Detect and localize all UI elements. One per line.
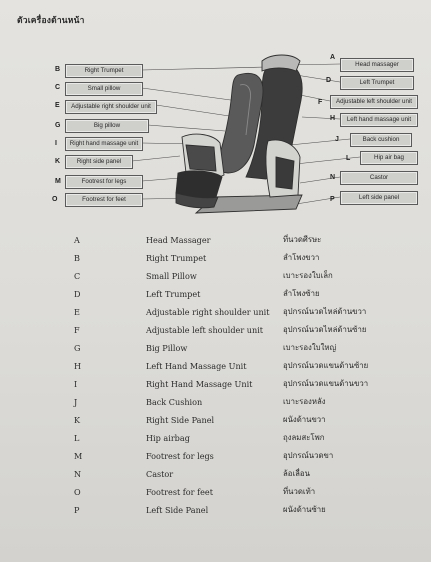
part-english: Right Side Panel	[146, 415, 215, 425]
table-row	[0, 288, 431, 306]
table-row	[0, 396, 431, 414]
chair-diagram	[0, 45, 431, 215]
part-english: Left Side Panel	[146, 505, 209, 515]
table-row	[0, 450, 431, 468]
callout-letter: P	[330, 196, 335, 203]
part-thai: อุปกรณ์นวดแขนด้านซ้าย	[283, 361, 369, 370]
part-letter: N	[74, 469, 82, 479]
page-heading: ตัวเครื่องด้านหน้า	[17, 16, 85, 26]
table-row	[0, 432, 431, 450]
part-thai: ลำโพงขวา	[283, 253, 320, 262]
callout-left-side-panel: Left side panel	[340, 191, 418, 205]
callout-letter: N	[330, 174, 336, 181]
callout-letter: E	[55, 102, 60, 109]
callout-letter: A	[330, 54, 336, 61]
part-english: Back Cushion	[146, 397, 203, 407]
part-english: Hip airbag	[146, 433, 190, 443]
part-thai: อุปกรณ์นวดไหล่ด้านขวา	[283, 307, 367, 316]
part-english: Adjustable left shoulder unit	[146, 325, 264, 335]
part-thai: ที่นวดเท้า	[283, 487, 316, 496]
part-english: Small Pillow	[146, 271, 197, 281]
chair-outline	[176, 55, 302, 213]
part-english: Big Pillow	[146, 343, 188, 353]
callout-letter: L	[346, 155, 351, 162]
part-letter: J	[74, 397, 78, 407]
part-thai: ผนังด้านขวา	[283, 415, 326, 424]
table-row	[0, 252, 431, 270]
callout-big-pillow: Big pillow	[65, 119, 149, 133]
callout-letter: K	[55, 158, 61, 165]
callout-left-trumpet: Left Trumpet	[340, 76, 414, 90]
part-english: Adjustable right shoulder unit	[146, 307, 270, 317]
part-thai: เบาะรองใบใหญ่	[283, 343, 337, 352]
table-row	[0, 234, 431, 252]
part-letter: K	[74, 415, 81, 425]
callout-letter: M	[55, 178, 61, 185]
part-thai: อุปกรณ์นวดไหล่ด้านซ้าย	[283, 325, 367, 334]
part-letter: H	[74, 361, 82, 371]
callout-left-hand-massage: Left hand massage unit	[340, 113, 418, 127]
callout-right-hand-massage: Right hand massage unit	[65, 137, 143, 151]
part-letter: F	[74, 325, 80, 335]
table-row	[0, 504, 431, 522]
part-english: Left Trumpet	[146, 289, 201, 299]
callout-letter: F	[318, 99, 323, 106]
part-english: Left Hand Massage Unit	[146, 361, 247, 371]
table-row	[0, 342, 431, 360]
part-letter: D	[74, 289, 81, 299]
part-english: Right Trumpet	[146, 253, 207, 263]
part-thai: ผนังด้านซ้าย	[283, 505, 326, 514]
part-letter: O	[74, 487, 81, 497]
callout-head-massager: Head massager	[340, 58, 414, 72]
part-english: Footrest for feet	[146, 487, 213, 497]
part-thai: เบาะรองหลัง	[283, 397, 326, 406]
callout-right-trumpet: Right Trumpet	[65, 64, 143, 78]
part-letter: G	[74, 343, 81, 353]
part-letter: P	[74, 505, 80, 515]
part-letter: M	[74, 451, 83, 461]
callout-letter: C	[55, 84, 61, 91]
part-letter: I	[74, 379, 78, 389]
callout-footrest-legs: Footrest for legs	[65, 175, 143, 189]
callout-letter: I	[55, 140, 57, 147]
part-thai: ลำโพงซ้าย	[283, 289, 320, 298]
table-row	[0, 468, 431, 486]
table-row	[0, 378, 431, 396]
part-thai: อุปกรณ์นวดขา	[283, 451, 334, 460]
callout-adjustable-left-shoulder: Adjustable left shoulder unit	[330, 95, 418, 109]
part-english: Footrest for legs	[146, 451, 214, 461]
callout-right-side-panel: Right side panel	[65, 155, 133, 169]
part-thai: อุปกรณ์นวดแขนด้านขวา	[283, 379, 369, 388]
part-english: Head Massager	[146, 235, 211, 245]
callout-hip-air-bag: Hip air bag	[360, 151, 418, 165]
part-letter: E	[74, 307, 80, 317]
callout-letter: H	[330, 115, 336, 122]
part-letter: C	[74, 271, 81, 281]
table-row	[0, 270, 431, 288]
callout-letter: B	[55, 66, 61, 73]
part-english: Castor	[146, 469, 174, 479]
table-row	[0, 360, 431, 378]
part-letter: L	[74, 433, 80, 443]
callout-adjustable-right-shoulder: Adjustable right shoulder unit	[65, 100, 157, 114]
callout-back-cushion: Back cushion	[350, 133, 412, 147]
part-thai: ถุงลมสะโพก	[283, 433, 325, 442]
part-thai: ล้อเลื่อน	[283, 469, 310, 478]
callout-castor: Castor	[340, 171, 418, 185]
callout-letter: J	[335, 136, 339, 143]
table-row	[0, 324, 431, 342]
part-thai: ที่นวดศีรษะ	[283, 235, 322, 244]
table-row	[0, 414, 431, 432]
callout-letter: G	[55, 122, 61, 129]
callout-letter: O	[52, 196, 58, 203]
callout-footrest-feet: Footrest for feet	[65, 193, 143, 207]
callout-small-pillow: Small pillow	[65, 82, 143, 96]
part-letter: B	[74, 253, 80, 263]
part-english: Right Hand Massage Unit	[146, 379, 253, 389]
part-thai: เบาะรองใบเล็ก	[283, 271, 333, 280]
table-row	[0, 486, 431, 504]
table-row	[0, 306, 431, 324]
part-letter: A	[74, 235, 80, 245]
callout-letter: D	[326, 77, 332, 84]
